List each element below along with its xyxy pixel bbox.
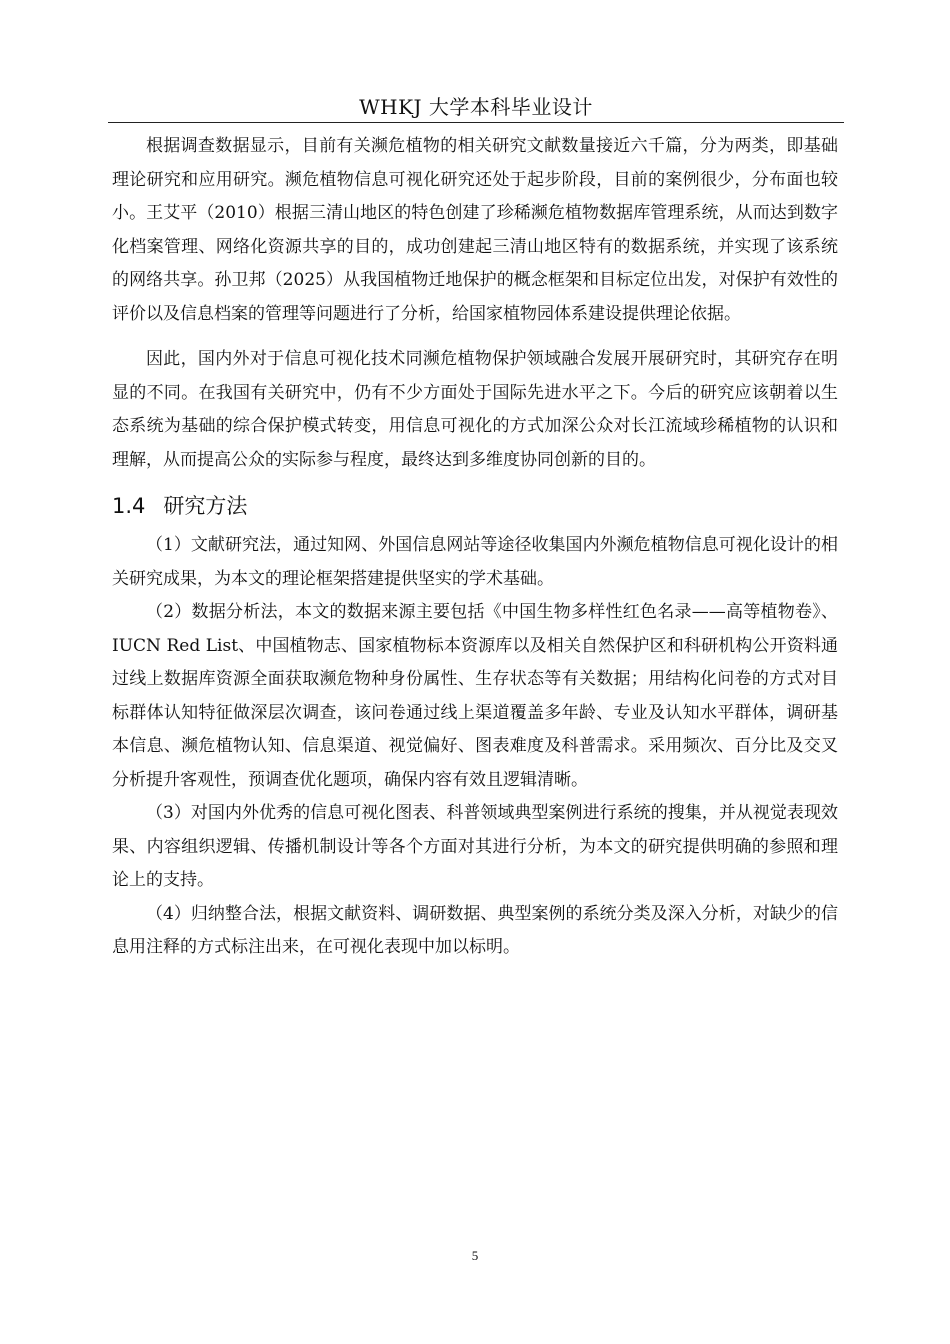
method-case-study: （3）对国内外优秀的信息可视化图表、科普领域典型案例进行系统的搜集，并从视觉表现效果、内容组织逻辑、传播机制设计等各个方面对其进行分析，为本文的研究提供明确的参照和理论上的支持。 (112, 803, 838, 890)
header-title: WHKJ 大学本科毕业设计 (359, 95, 593, 119)
page-header (108, 92, 844, 123)
paragraph-research-status: 根据调查数据显示，目前有关濒危植物的相关研究文献数量接近六千篇，分为两类，即基础理论研究和应用研究。濒危植物信息可视化研究还处于起步阶段，目前的案例很少，分布面也较小。王艾平（2010）根据三清山地区的特色创建了珍稀濒危植物数据库管理系统，从而达到数字化档案管理、网络化资源共享的目的，成功创建起三清山地区特有的数据系统，并实现了该系统的网络共享。孙卫邦（2025）从我国植物迁地保护的概念框架和目标定位出发，对保护有效性的评价以及信息档案的管理等问题进行了分析，给国家植物园体系建设提供理论依据。 (112, 136, 838, 324)
page-number: 5 (471, 1248, 479, 1263)
method-data-analysis: （2）数据分析法，本文的数据来源主要包括《中国生物多样性红色名录——高等植物卷》、IUCN Red List、中国植物志、国家植物标本资源库以及相关自然保护区和科研机构公开资料通过线上数据库资源全面获取濒危物种身份属性、生存状态等有关数据；用结构化问卷的方式对目标群体认知特征做深层次调查，该问卷通过线上渠道覆盖多年龄、专业及认知水平群体，调研基本信息、濒危植物认知、信息渠道、视觉偏好、图表难度及科普需求。采用频次、百分比及交叉分析提升客观性，预调查优化题项，确保内容有效且逻辑清晰。 (112, 602, 838, 790)
method-literature: （1）文献研究法，通过知网、外国信息网站等途径收集国内外濒危植物信息可视化设计的相关研究成果，为本文的理论框架搭建提供坚实的学术基础。 (112, 535, 838, 589)
section-heading (112, 489, 838, 523)
paragraph-summary: 因此，国内外对于信息可视化技术同濒危植物保护领域融合发展开展研究时，其研究存在明显的不同。在我国有关研究中，仍有不少方面处于国际先进水平之下。今后的研究应该朝着以生态系统为基础的综合保护模式转变，用信息可视化的方式加深公众对长江流域珍稀植物的认识和理解，从而提高公众的实际参与程度，最终达到多维度协同创新的目的。 (112, 349, 838, 470)
document-body (112, 130, 838, 965)
method-induction: （4）归纳整合法，根据文献资料、调研数据、典型案例的系统分类及深入分析，对缺少的信息用注释的方式标注出来，在可视化表现中加以标明。 (112, 903, 838, 957)
section-number: 1.4 (112, 494, 146, 518)
section-title: 研究方法 (163, 494, 248, 518)
